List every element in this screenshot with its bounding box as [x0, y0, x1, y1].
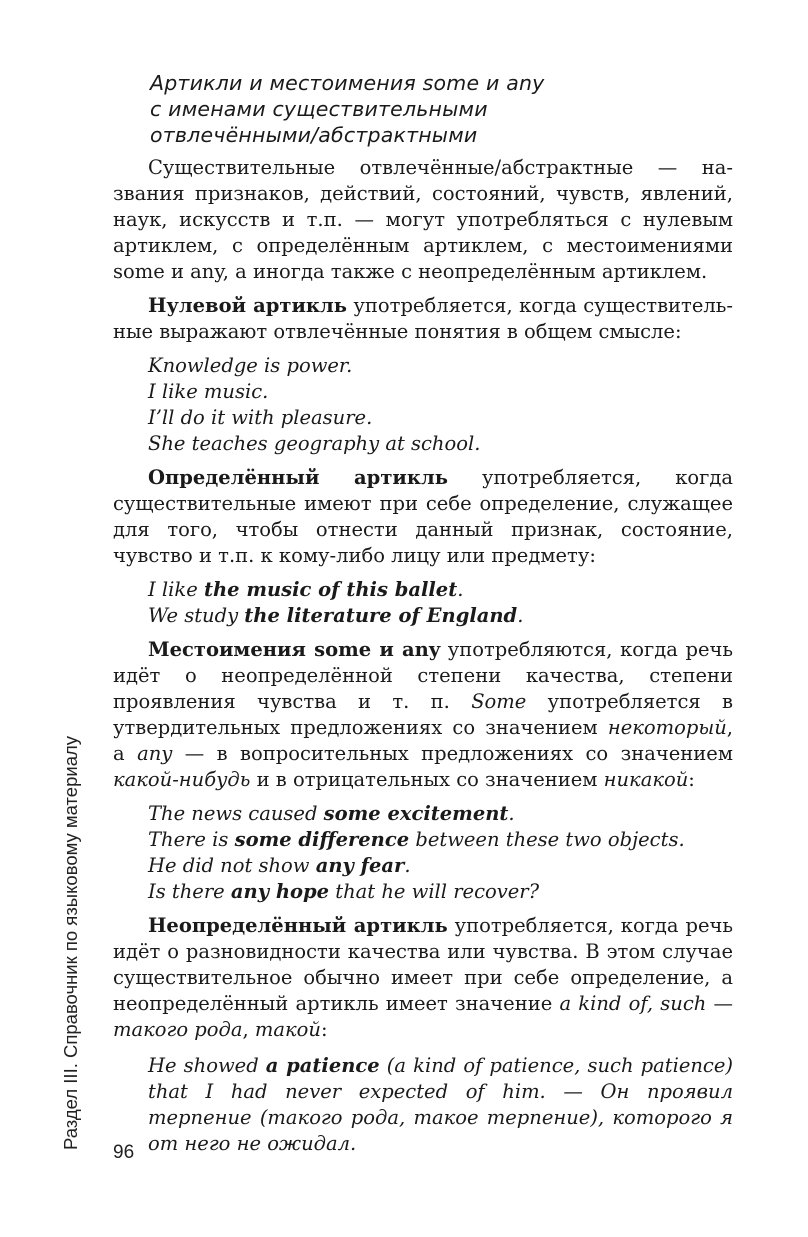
example-line: Is there any hope that he will recover? — [148, 880, 540, 903]
heading-line: Артикли и местоимения some и any — [150, 71, 545, 95]
term-indefinite-article: Неопределённый артикль — [148, 914, 448, 937]
zero-article-paragraph: Нулевой артикль употребляется, когда существительные выражают отвлечённые понятия в общем смысле: — [113, 294, 733, 343]
body-text — [113, 155, 733, 1157]
intro-paragraph: Существительные отвлечённые/абстрактные — названия признаков, действий, состояний, чувств, явлений, наук, искусств и т.п. — могут употребляться с нулевым артиклем, с определённым артиклем, с местоимениями some и any, а иногда также с неопределённым артиклем. — [113, 156, 733, 283]
example-line: There is some difference between these two objects. — [148, 828, 685, 851]
example-line: The news caused some excitement. — [148, 802, 515, 825]
heading-line: отвлечёнными/абстрактными — [150, 123, 478, 147]
example-line: I’ll do it with pleasure. — [148, 406, 373, 429]
pronouns-examples — [113, 801, 733, 905]
example-line: He did not show any fear. — [148, 854, 411, 877]
zero-article-examples — [113, 353, 733, 457]
pronouns-paragraph: Местоимения some и any употребляются, когда речь идёт о неопределённой степени качества, степени проявления чувства и т. п. Some употребляется в утвердительных предложениях со значением некоторый, а any — в вопросительных предложениях со значением какой-нибудь и в отрицательных со значением никакой: — [113, 638, 734, 791]
term-definite-article: Определённый артикль — [148, 466, 448, 489]
indefinite-article-example: He showed a patience (a kind of patience, such patience) that I had never expected of him. — Он проявил терпение (такого рода, такое терпение), которого я от него не ожидал. — [148, 1054, 733, 1155]
example-line: Knowledge is power. — [148, 354, 353, 377]
term-pronouns: Местоимения some и any — [148, 638, 441, 661]
section-heading — [150, 70, 710, 148]
heading-line: с именами существительными — [150, 97, 488, 121]
definite-article-paragraph: Определённый артикль употребляется, когда существительные имеют при себе определение, служащее для того, чтобы отнести данный признак, состояние, чувство и т.п. к кому-либо лицу или предмету: — [113, 466, 733, 567]
definite-article-examples — [113, 577, 733, 629]
term-zero-article: Нулевой артикль — [148, 294, 347, 317]
example-line: I like the music of this ballet. — [148, 578, 464, 601]
indefinite-article-paragraph: Неопределённый артикль употребляется, когда речь идёт о разновидности качества или чувства. В этом случае существительное обычно имеет при себе определение, а неопределённый артикль имеет значение a kind of, such — такого рода, такой: — [113, 914, 734, 1041]
example-line: We study the literature of England. — [148, 604, 524, 627]
example-line: She teaches geography at school. — [148, 432, 481, 455]
section-sidebar-label: Раздел III. Справочник по языковому материалу — [60, 735, 81, 1150]
example-line: I like music. — [148, 380, 269, 403]
page-number: 96 — [113, 1142, 135, 1163]
